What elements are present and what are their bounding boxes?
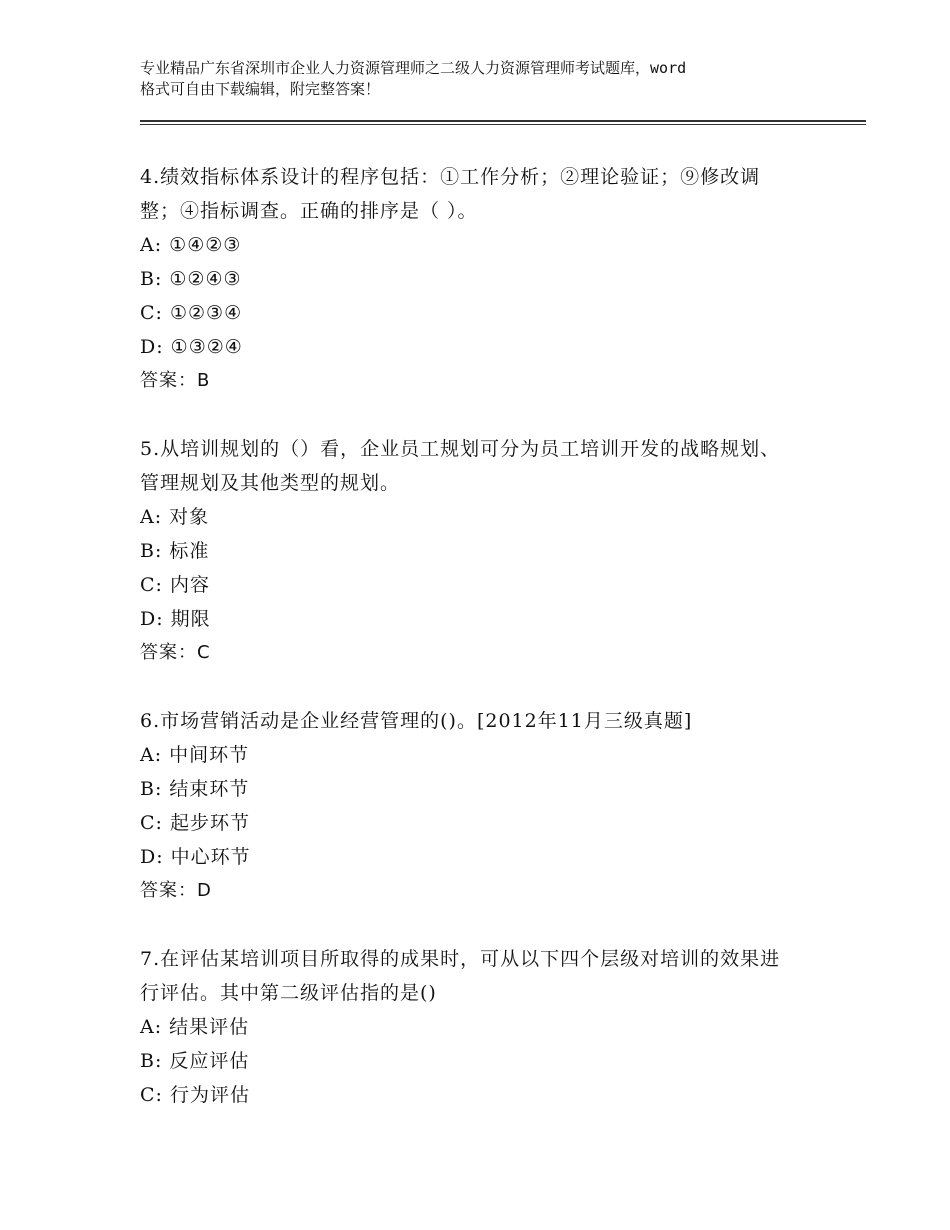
option-a: A: ①④②③ bbox=[140, 234, 242, 256]
header-line-1: 专业精品广东省深圳市企业人力资源管理师之二级人力资源管理师考试题库，word bbox=[140, 59, 687, 77]
question-6 bbox=[140, 704, 800, 908]
question-stem: 7.在评估某培训项目所取得的成果时，可从以下四个层级对培训的效果进行评估。其中第二级评估指的是() bbox=[140, 948, 781, 1004]
option-c: C: 行为评估 bbox=[140, 1084, 250, 1106]
option-c: C: 内容 bbox=[140, 574, 210, 596]
option-a: A: 中间环节 bbox=[140, 744, 250, 766]
option-b: B: 标准 bbox=[140, 540, 210, 562]
option-d: D: 期限 bbox=[140, 608, 211, 630]
answer-label: 答案：D bbox=[140, 880, 212, 901]
option-b: B: 反应评估 bbox=[140, 1050, 250, 1072]
header-rule-thin bbox=[140, 124, 866, 125]
question-4 bbox=[140, 160, 800, 398]
option-a: A: 对象 bbox=[140, 506, 210, 528]
option-d: D: 中心环节 bbox=[140, 846, 251, 868]
question-7 bbox=[140, 942, 800, 1112]
option-c: C: 起步环节 bbox=[140, 812, 250, 834]
option-b: B: 结束环节 bbox=[140, 778, 250, 800]
question-stem: 6.市场营销活动是企业经营管理的()。[2012年11月三级真题] bbox=[140, 710, 693, 732]
question-stem: 4.绩效指标体系设计的程序包括：①工作分析；②理论验证；⑨修改调整；④指标调查。正确的排序是（ ）。 bbox=[140, 166, 761, 222]
header-rule-thick bbox=[140, 120, 866, 122]
option-a: A: 结果评估 bbox=[140, 1016, 250, 1038]
option-d: D: ①③②④ bbox=[140, 336, 243, 358]
question-stem: 5.从培训规划的（）看，企业员工规划可分为员工培训开发的战略规划、管理规划及其他类型的规划。 bbox=[140, 438, 781, 494]
question-5 bbox=[140, 432, 800, 670]
option-b: B: ①②④③ bbox=[140, 268, 242, 290]
header-line-2: 格式可自由下载编辑，附完整答案！ bbox=[140, 80, 381, 98]
document-header bbox=[140, 58, 840, 100]
question-list bbox=[140, 160, 800, 1146]
answer-label: 答案：B bbox=[140, 370, 211, 391]
answer-label: 答案：C bbox=[140, 642, 211, 663]
option-c: C: ①②③④ bbox=[140, 302, 243, 324]
